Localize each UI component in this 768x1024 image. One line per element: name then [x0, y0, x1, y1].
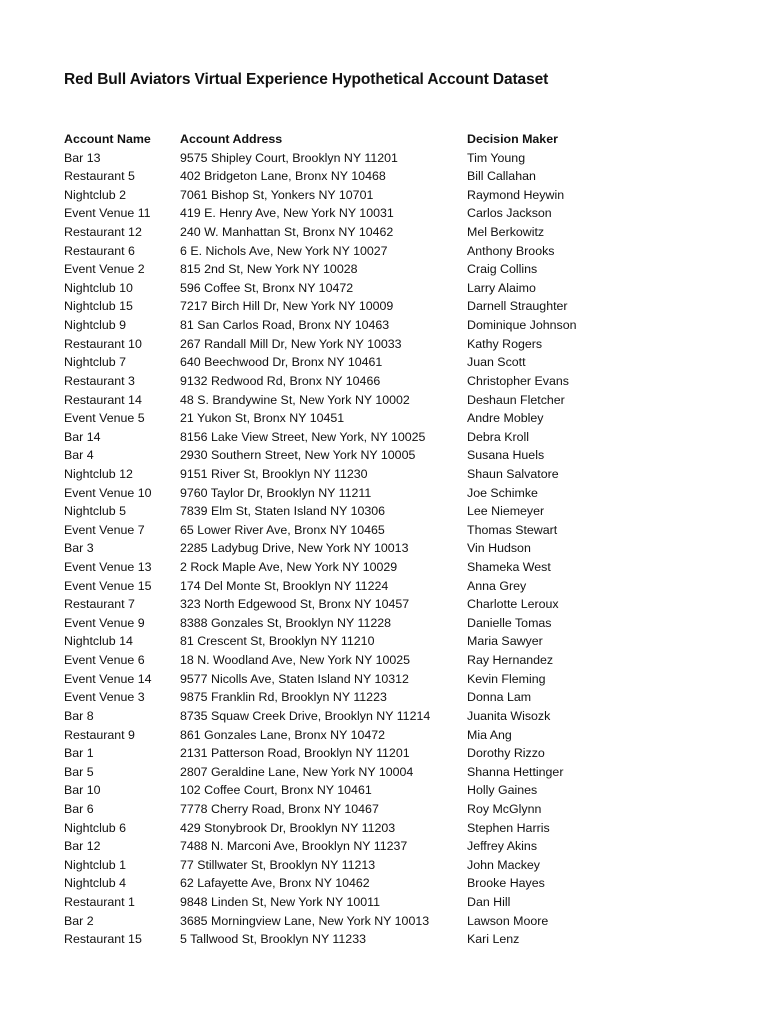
- decision-maker-cell: Carlos Jackson: [467, 206, 552, 221]
- account-name-cell: Event Venue 2: [64, 262, 145, 277]
- account-address-cell: 267 Randall Mill Dr, New York NY 10033: [180, 336, 402, 351]
- table-row: [64, 670, 684, 689]
- decision-maker-cell: Joe Schimke: [467, 485, 538, 500]
- account-address-cell: 102 Coffee Court, Bronx NY 10461: [180, 783, 372, 798]
- decision-maker-cell: Roy McGlynn: [467, 801, 542, 816]
- table-row: [64, 297, 684, 316]
- account-name-cell: Nightclub 1: [64, 857, 126, 872]
- account-name-cell: Bar 12: [64, 839, 101, 854]
- account-name-cell: Restaurant 10: [64, 336, 142, 351]
- table-row: [64, 446, 684, 465]
- decision-maker-cell: Dorothy Rizzo: [467, 746, 545, 761]
- table-row: [64, 502, 684, 521]
- account-name-cell: Nightclub 2: [64, 187, 126, 202]
- account-name-cell: Restaurant 1: [64, 894, 135, 909]
- account-name-cell: Event Venue 6: [64, 653, 145, 668]
- table-row: [64, 726, 684, 745]
- table-row: [64, 707, 684, 726]
- account-address-cell: 65 Lower River Ave, Bronx NY 10465: [180, 522, 385, 537]
- table-row: [64, 260, 684, 279]
- decision-maker-cell: Dan Hill: [467, 894, 511, 909]
- decision-maker-cell: Holly Gaines: [467, 783, 538, 798]
- account-address-cell: 81 San Carlos Road, Bronx NY 10463: [180, 318, 390, 333]
- account-address-cell: 9151 River St, Brooklyn NY 11230: [180, 466, 368, 481]
- table-row: [64, 763, 684, 782]
- account-name-cell: Restaurant 9: [64, 727, 135, 742]
- account-address-cell: 62 Lafayette Ave, Bronx NY 10462: [180, 876, 370, 891]
- table-row: [64, 558, 684, 577]
- account-address-cell: 7839 Elm St, Staten Island NY 10306: [180, 504, 386, 519]
- account-address-cell: 174 Del Monte St, Brooklyn NY 11224: [180, 578, 389, 593]
- account-name-cell: Restaurant 3: [64, 373, 135, 388]
- account-address-cell: 8735 Squaw Creek Drive, Brooklyn NY 11214: [180, 708, 431, 723]
- decision-maker-cell: Lee Niemeyer: [467, 504, 545, 519]
- decision-maker-cell: Mia Ang: [467, 727, 512, 742]
- account-name-cell: Event Venue 7: [64, 522, 145, 537]
- header-account-address: Account Address: [180, 132, 283, 146]
- account-address-cell: 419 E. Henry Ave, New York NY 10031: [180, 206, 394, 221]
- account-address-cell: 2131 Patterson Road, Brooklyn NY 11201: [180, 746, 410, 761]
- table-row: [64, 409, 684, 428]
- table-row: [64, 279, 684, 298]
- decision-maker-cell: Anna Grey: [467, 578, 527, 593]
- table-header-row: [64, 130, 684, 149]
- account-address-cell: 9132 Redwood Rd, Bronx NY 10466: [180, 373, 381, 388]
- account-address-cell: 323 North Edgewood St, Bronx NY 10457: [180, 597, 410, 612]
- table-row: [64, 316, 684, 335]
- account-name-cell: Nightclub 6: [64, 820, 126, 835]
- table-row: [64, 372, 684, 391]
- decision-maker-cell: Ray Hernandez: [467, 653, 554, 668]
- table-row: [64, 819, 684, 838]
- decision-maker-cell: Raymond Heywin: [467, 187, 565, 202]
- decision-maker-cell: Kari Lenz: [467, 932, 520, 947]
- account-table: [64, 130, 684, 949]
- account-address-cell: 8388 Gonzales St, Brooklyn NY 11228: [180, 615, 392, 630]
- account-address-cell: 640 Beechwood Dr, Bronx NY 10461: [180, 355, 383, 370]
- account-name-cell: Bar 1: [64, 746, 94, 761]
- decision-maker-cell: Bill Callahan: [467, 169, 536, 184]
- table-row: [64, 781, 684, 800]
- account-address-cell: 402 Bridgeton Lane, Bronx NY 10468: [180, 169, 386, 184]
- decision-maker-cell: Donna Lam: [467, 690, 532, 705]
- account-address-cell: 7778 Cherry Road, Bronx NY 10467: [180, 801, 379, 816]
- decision-maker-cell: Shanna Hettinger: [467, 764, 564, 779]
- account-name-cell: Restaurant 14: [64, 392, 142, 407]
- table-body: [64, 149, 684, 949]
- account-name-cell: Restaurant 7: [64, 597, 135, 612]
- table-row: [64, 484, 684, 503]
- account-address-cell: 2930 Southern Street, New York NY 10005: [180, 448, 416, 463]
- table-row: [64, 149, 684, 168]
- table-row: [64, 632, 684, 651]
- account-address-cell: 81 Crescent St, Brooklyn NY 11210: [180, 634, 375, 649]
- account-address-cell: 429 Stonybrook Dr, Brooklyn NY 11203: [180, 820, 396, 835]
- header-account-name: Account Name: [64, 132, 151, 146]
- decision-maker-cell: Charlotte Leroux: [467, 597, 559, 612]
- account-name-cell: Bar 8: [64, 708, 94, 723]
- decision-maker-cell: Susana Huels: [467, 448, 545, 463]
- document-title: Red Bull Aviators Virtual Experience Hypothetical Account Dataset: [64, 71, 549, 88]
- table-row: [64, 242, 684, 261]
- decision-maker-cell: Juan Scott: [467, 355, 526, 370]
- table-row: [64, 465, 684, 484]
- decision-maker-cell: Shaun Salvatore: [467, 466, 559, 481]
- decision-maker-cell: Craig Collins: [467, 262, 538, 277]
- decision-maker-cell: John Mackey: [467, 857, 541, 872]
- decision-maker-cell: Larry Alaimo: [467, 280, 536, 295]
- table-row: [64, 614, 684, 633]
- account-address-cell: 9875 Franklin Rd, Brooklyn NY 11223: [180, 690, 387, 705]
- decision-maker-cell: Lawson Moore: [467, 913, 549, 928]
- decision-maker-cell: Danielle Tomas: [467, 615, 552, 630]
- table-row: [64, 204, 684, 223]
- table-row: [64, 874, 684, 893]
- decision-maker-cell: Maria Sawyer: [467, 634, 543, 649]
- account-name-cell: Bar 5: [64, 764, 94, 779]
- account-address-cell: 2285 Ladybug Drive, New York NY 10013: [180, 541, 409, 556]
- account-address-cell: 7488 N. Marconi Ave, Brooklyn NY 11237: [180, 839, 408, 854]
- account-name-cell: Restaurant 12: [64, 225, 142, 240]
- table-row: [64, 167, 684, 186]
- account-name-cell: Restaurant 15: [64, 932, 142, 947]
- account-address-cell: 5 Tallwood St, Brooklyn NY 11233: [180, 932, 366, 947]
- decision-maker-cell: Juanita Wisozk: [467, 708, 551, 723]
- account-address-cell: 7217 Birch Hill Dr, New York NY 10009: [180, 299, 394, 314]
- table-row: [64, 539, 684, 558]
- table-row: [64, 856, 684, 875]
- table-row: [64, 353, 684, 372]
- decision-maker-cell: Christopher Evans: [467, 373, 569, 388]
- table-row: [64, 837, 684, 856]
- account-address-cell: 9577 Nicolls Ave, Staten Island NY 10312: [180, 671, 409, 686]
- table-row: [64, 521, 684, 540]
- account-address-cell: 18 N. Woodland Ave, New York NY 10025: [180, 653, 411, 668]
- account-name-cell: Nightclub 10: [64, 280, 133, 295]
- table-row: [64, 335, 684, 354]
- account-name-cell: Event Venue 13: [64, 560, 152, 575]
- table-row: [64, 893, 684, 912]
- account-name-cell: Nightclub 14: [64, 634, 133, 649]
- table-row: [64, 595, 684, 614]
- decision-maker-cell: Jeffrey Akins: [467, 839, 538, 854]
- decision-maker-cell: Brooke Hayes: [467, 876, 545, 891]
- account-name-cell: Event Venue 15: [64, 578, 152, 593]
- account-name-cell: Nightclub 5: [64, 504, 126, 519]
- decision-maker-cell: Kevin Fleming: [467, 671, 546, 686]
- account-address-cell: 21 Yukon St, Bronx NY 10451: [180, 411, 345, 426]
- decision-maker-cell: Tim Young: [467, 150, 526, 165]
- table-row: [64, 912, 684, 931]
- account-name-cell: Event Venue 3: [64, 690, 145, 705]
- decision-maker-cell: Deshaun Fletcher: [467, 392, 565, 407]
- account-name-cell: Nightclub 4: [64, 876, 126, 891]
- header-decision-maker: Decision Maker: [467, 132, 558, 146]
- account-address-cell: 596 Coffee St, Bronx NY 10472: [180, 280, 354, 295]
- account-address-cell: 861 Gonzales Lane, Bronx NY 10472: [180, 727, 386, 742]
- table-row: [64, 688, 684, 707]
- account-name-cell: Event Venue 11: [64, 206, 151, 221]
- account-name-cell: Event Venue 9: [64, 615, 145, 630]
- account-name-cell: Bar 14: [64, 429, 101, 444]
- account-address-cell: 3685 Morningview Lane, New York NY 10013: [180, 913, 430, 928]
- account-address-cell: 48 S. Brandywine St, New York NY 10002: [180, 392, 410, 407]
- decision-maker-cell: Andre Mobley: [467, 411, 544, 426]
- account-address-cell: 9760 Taylor Dr, Brooklyn NY 11211: [180, 485, 372, 500]
- decision-maker-cell: Shameka West: [467, 560, 551, 575]
- decision-maker-cell: Darnell Straughter: [467, 299, 568, 314]
- table-row: [64, 186, 684, 205]
- account-name-cell: Nightclub 7: [64, 355, 126, 370]
- decision-maker-cell: Dominique Johnson: [467, 318, 577, 333]
- decision-maker-cell: Anthony Brooks: [467, 243, 555, 258]
- account-name-cell: Restaurant 6: [64, 243, 135, 258]
- table-row: [64, 930, 684, 949]
- decision-maker-cell: Stephen Harris: [467, 820, 550, 835]
- account-address-cell: 9575 Shipley Court, Brooklyn NY 11201: [180, 150, 398, 165]
- account-name-cell: Bar 13: [64, 150, 101, 165]
- account-name-cell: Bar 3: [64, 541, 94, 556]
- account-address-cell: 2 Rock Maple Ave, New York NY 10029: [180, 560, 398, 575]
- account-name-cell: Nightclub 12: [64, 466, 133, 481]
- table-row: [64, 800, 684, 819]
- decision-maker-cell: Vin Hudson: [467, 541, 531, 556]
- account-address-cell: 2807 Geraldine Lane, New York NY 10004: [180, 764, 414, 779]
- table-row: [64, 391, 684, 410]
- decision-maker-cell: Kathy Rogers: [467, 336, 543, 351]
- decision-maker-cell: Mel Berkowitz: [467, 225, 545, 240]
- account-address-cell: 240 W. Manhattan St, Bronx NY 10462: [180, 225, 394, 240]
- account-name-cell: Event Venue 5: [64, 411, 145, 426]
- account-name-cell: Bar 4: [64, 448, 94, 463]
- account-address-cell: 9848 Linden St, New York NY 10011: [180, 894, 381, 909]
- account-address-cell: 815 2nd St, New York NY 10028: [180, 262, 358, 277]
- decision-maker-cell: Debra Kroll: [467, 429, 529, 444]
- account-name-cell: Event Venue 10: [64, 485, 152, 500]
- account-name-cell: Restaurant 5: [64, 169, 135, 184]
- table-row: [64, 428, 684, 447]
- table-row: [64, 223, 684, 242]
- account-name-cell: Bar 10: [64, 783, 101, 798]
- table-row: [64, 744, 684, 763]
- table-row: [64, 577, 684, 596]
- account-name-cell: Event Venue 14: [64, 671, 152, 686]
- account-name-cell: Bar 2: [64, 913, 94, 928]
- account-name-cell: Bar 6: [64, 801, 94, 816]
- decision-maker-cell: Thomas Stewart: [467, 522, 558, 537]
- account-name-cell: Nightclub 9: [64, 318, 126, 333]
- account-address-cell: 77 Stillwater St, Brooklyn NY 11213: [180, 857, 376, 872]
- account-address-cell: 6 E. Nichols Ave, New York NY 10027: [180, 243, 388, 258]
- account-address-cell: 8156 Lake View Street, New York, NY 10025: [180, 429, 426, 444]
- account-name-cell: Nightclub 15: [64, 299, 133, 314]
- account-address-cell: 7061 Bishop St, Yonkers NY 10701: [180, 187, 374, 202]
- table-row: [64, 651, 684, 670]
